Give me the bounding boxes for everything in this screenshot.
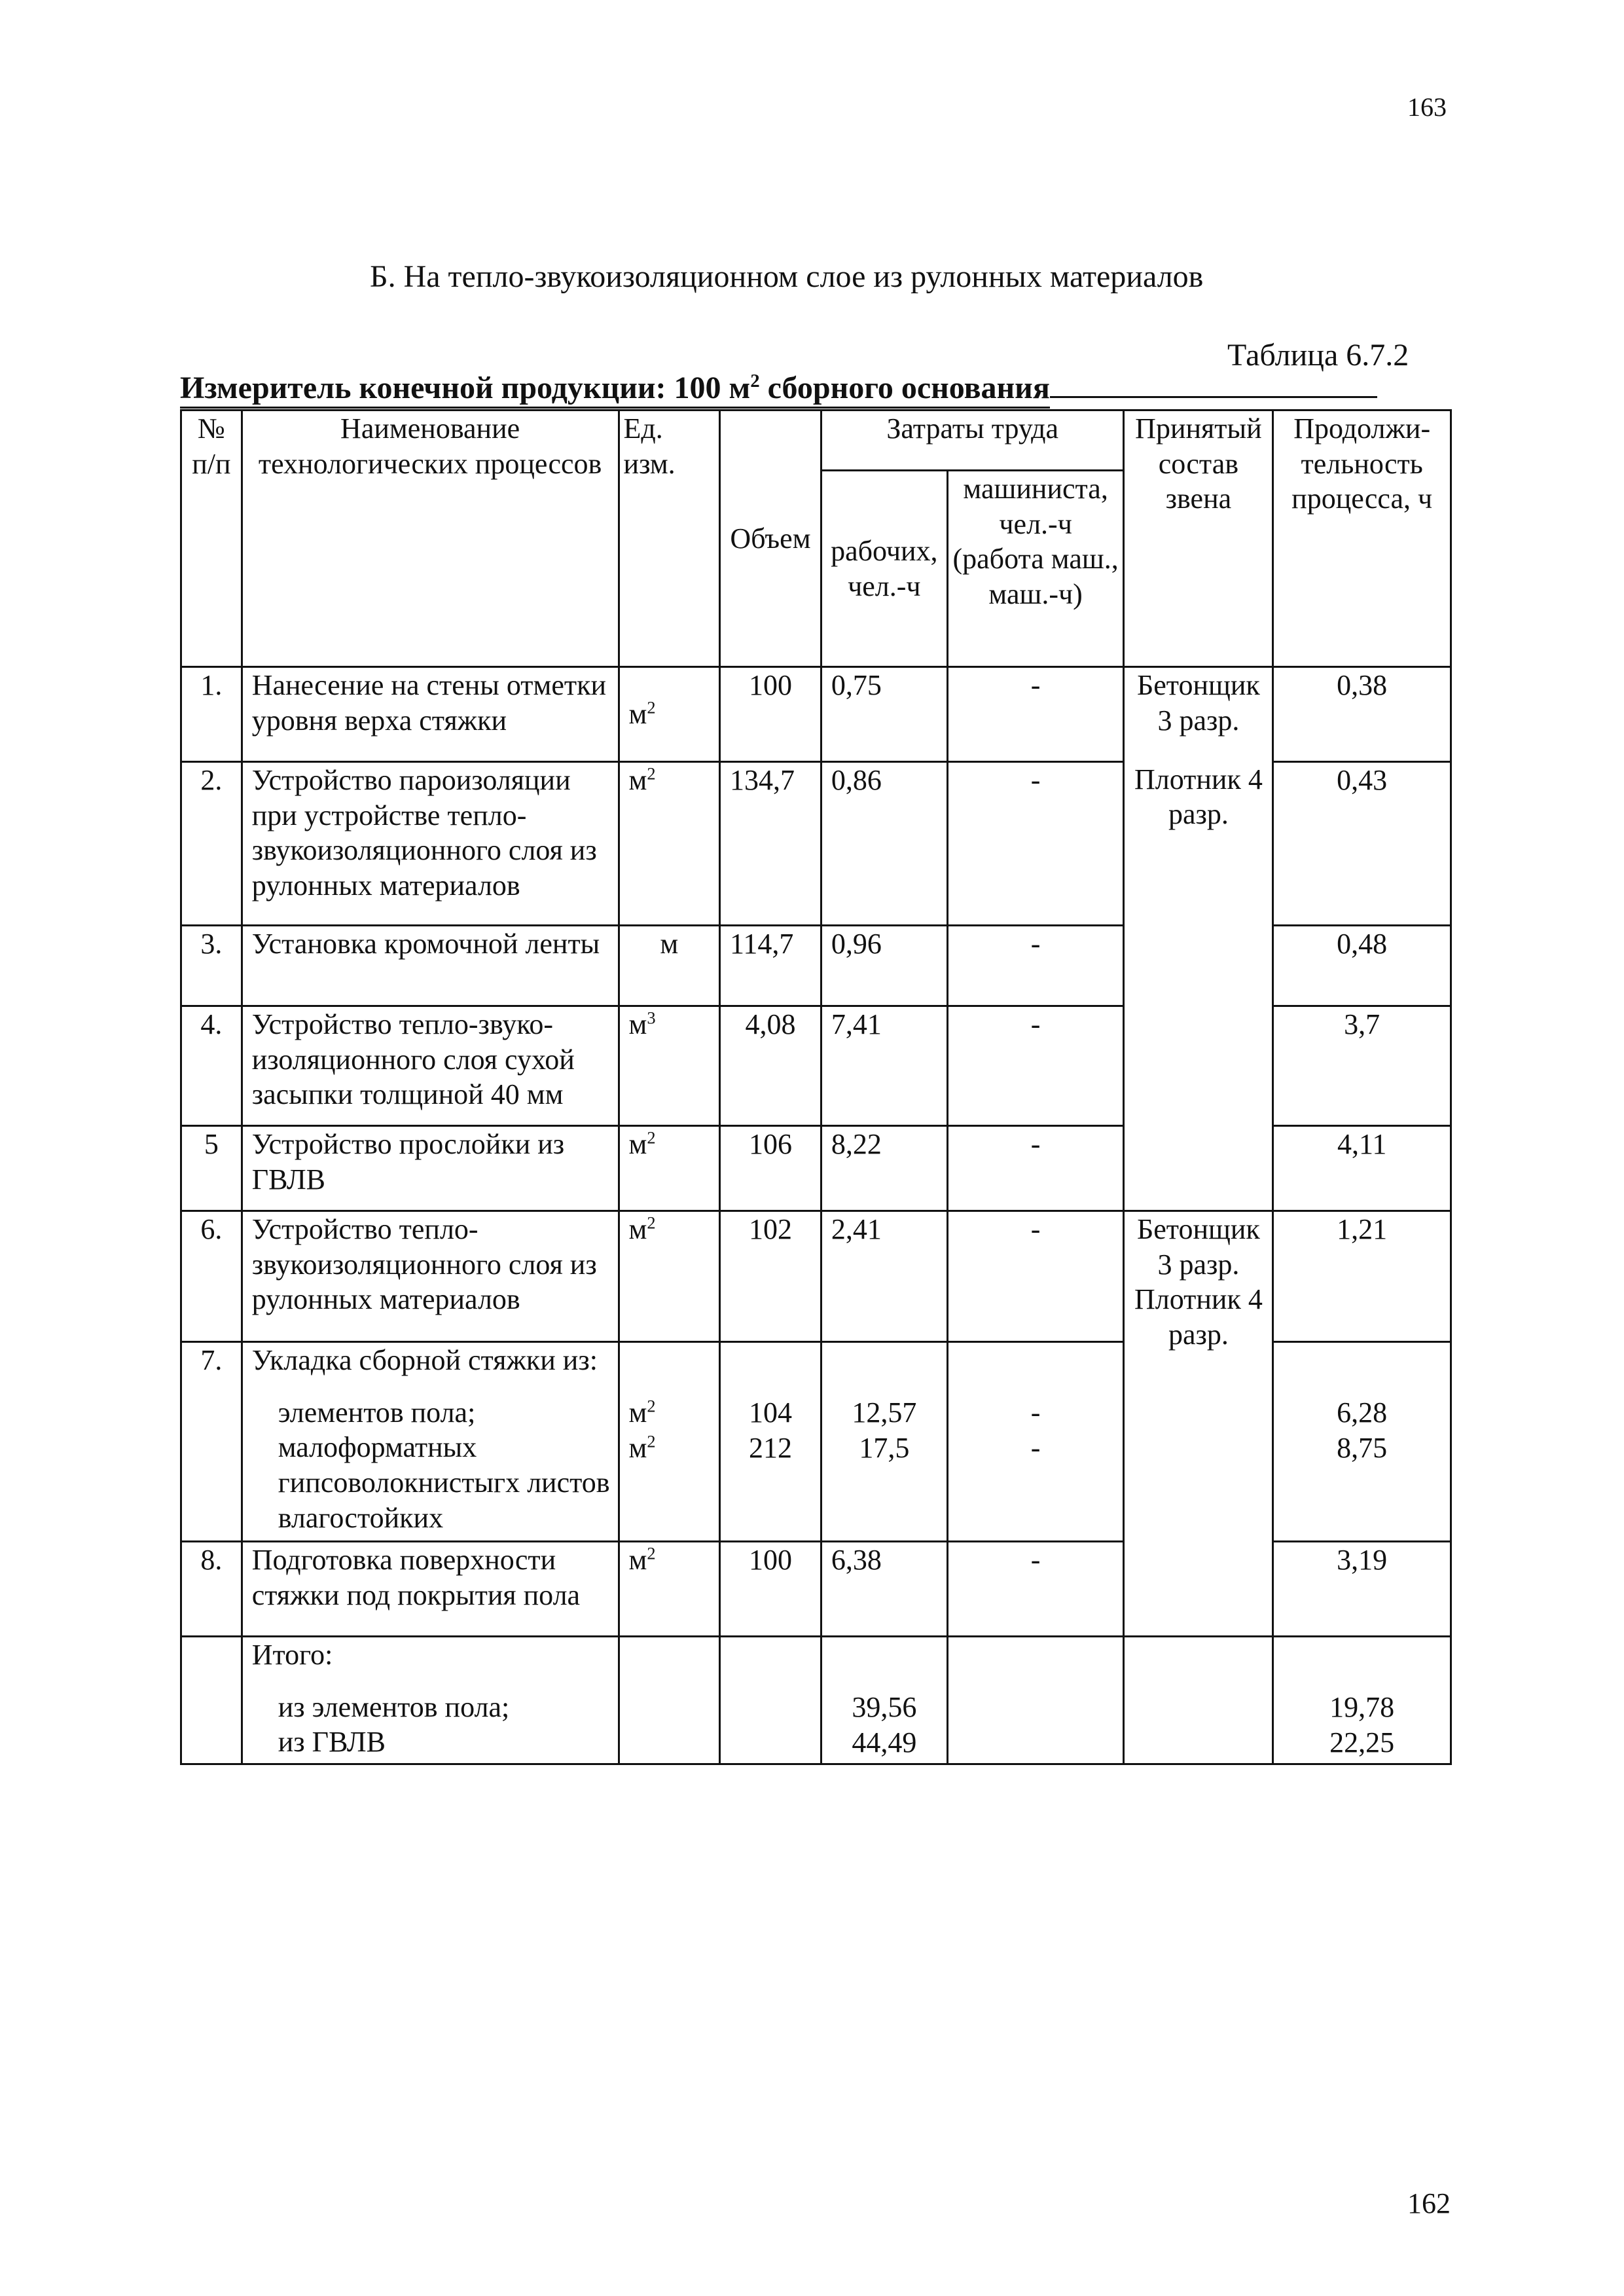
row-machinist: - — [947, 1006, 1124, 1126]
measure-line — [180, 370, 1377, 406]
row-num: 5 — [181, 1126, 242, 1211]
measure-prefix: Измеритель конечной продукции: 100 м — [180, 371, 751, 405]
row-machinist: - — [947, 1542, 1124, 1637]
row-machinist: - — [947, 667, 1124, 762]
total-duration: 19,78 22,25 — [1273, 1637, 1451, 1764]
row-machinist: - — [947, 1211, 1124, 1342]
page-number-top: 163 — [1407, 92, 1447, 122]
row-duration: 3,19 — [1273, 1542, 1451, 1637]
row-volume: 114,7 — [720, 926, 821, 1006]
row-volume: 102 — [720, 1211, 821, 1342]
row-crew: Плотник 4 разр. — [1124, 762, 1273, 1211]
row-volume: 100 — [720, 667, 821, 762]
row-name: Устройство тепло-звукоизоляционного слоя из рулонных материалов — [242, 1211, 619, 1342]
row-workers: 7,41 — [821, 1006, 947, 1126]
row-num: 2. — [181, 762, 242, 926]
row-duration: 3,7 — [1273, 1006, 1451, 1126]
row-duration: 1,21 — [1273, 1211, 1451, 1342]
section-title: Б. На тепло-звукоизоляционном слое из рулонных материалов — [370, 259, 1204, 294]
row-name: Установка кромочной ленты — [242, 926, 619, 1006]
table-row — [181, 762, 1451, 926]
row-volume: 106 — [720, 1126, 821, 1211]
row-unit: $м^2$ $м^2$ — [619, 1342, 720, 1542]
row-unit: м — [619, 926, 720, 1006]
total-row — [181, 1637, 1451, 1764]
row-name: Подготовка поверхности стяжки под покрытия пола — [242, 1542, 619, 1637]
row-duration: 4,11 — [1273, 1126, 1451, 1211]
row-num: 7. — [181, 1342, 242, 1542]
table-label: Таблица 6.7.2 — [1227, 338, 1409, 373]
row-num: 4. — [181, 1006, 242, 1126]
row-unit: $м^2$ — [619, 667, 720, 762]
row-machinist: - — [947, 926, 1124, 1006]
row-crew: Бетонщик 3 разр. Плотник 4 разр. — [1124, 1211, 1273, 1637]
row7-title: Укладка сборной стяжки из: — [251, 1344, 598, 1376]
row-unit: $м^3$ — [619, 1006, 720, 1126]
total-workers: 39,56 44,49 — [821, 1637, 947, 1764]
row-unit: $м^2$ — [619, 762, 720, 926]
header-crew: Принятый состав звена — [1124, 410, 1273, 667]
table-row — [181, 1211, 1451, 1342]
work-table — [180, 409, 1452, 1765]
row-workers: 6,38 — [821, 1542, 947, 1637]
row-unit: $м^2$ — [619, 1542, 720, 1637]
row-workers: 0,86 — [821, 762, 947, 926]
row-num: 8. — [181, 1542, 242, 1637]
row-name — [242, 1342, 619, 1542]
row-workers: 8,22 — [821, 1126, 947, 1211]
row-volume: 134,7 — [720, 762, 821, 926]
row-duration: 6,28 8,75 — [1273, 1342, 1451, 1542]
total-title: Итого: — [251, 1639, 333, 1671]
row7-sub2: малоформатных гипсоволокнистыгх листов влагостойких — [278, 1431, 610, 1534]
row-name: Устройство пароизоляции при устройстве тепло-звукоизоляционного слоя из рулонных материалов — [242, 762, 619, 926]
header-duration: Продолжи-тельность процесса, ч — [1273, 410, 1451, 667]
row-name: Устройство прослойки из ГВЛВ — [242, 1126, 619, 1211]
total-name — [242, 1637, 619, 1764]
row-volume: 104 212 — [720, 1342, 821, 1542]
row-machinist: - - — [947, 1342, 1124, 1542]
row-unit: $м^2$ — [619, 1126, 720, 1211]
total-sub1: из элементов пола; — [278, 1690, 510, 1723]
header-volume: Объем — [720, 410, 821, 667]
row-workers: 12,57 17,5 — [821, 1342, 947, 1542]
row-name: Нанесение на стены отметки уровня верха стяжки — [242, 667, 619, 762]
row-duration: 0,48 — [1273, 926, 1451, 1006]
measure-suffix: сборного основания — [759, 371, 1050, 405]
row-workers: 2,41 — [821, 1211, 947, 1342]
row-num: 3. — [181, 926, 242, 1006]
row7-sub1: элементов пола; — [278, 1396, 476, 1429]
table-row — [181, 667, 1451, 762]
row-duration: 0,43 — [1273, 762, 1451, 926]
row-workers: 0,75 — [821, 667, 947, 762]
header-machinist: машиниста, чел.-ч (работа маш., маш.-ч) — [947, 471, 1124, 667]
header-labor: Затраты труда — [821, 410, 1124, 471]
header-unit: Ед. изм. — [619, 410, 720, 667]
row-workers: 0,96 — [821, 926, 947, 1006]
row-volume: 4,08 — [720, 1006, 821, 1126]
row-volume: 100 — [720, 1542, 821, 1637]
header-name: Наименование технологических процессов — [242, 410, 619, 667]
page-number-bottom: 162 — [1407, 2187, 1451, 2219]
measure-sup: 2 — [750, 371, 760, 392]
row-unit: $м^2$ — [619, 1211, 720, 1342]
row-name: Устройство тепло-звуко-изоляционного слоя сухой засыпки толщиной 40 мм — [242, 1006, 619, 1126]
row-duration: 0,38 — [1273, 667, 1451, 762]
row-crew: Бетонщик 3 разр. — [1124, 667, 1273, 762]
header-workers: рабочих, чел.-ч — [821, 471, 947, 667]
row-num: 1. — [181, 667, 242, 762]
row-machinist: - — [947, 1126, 1124, 1211]
row-machinist: - — [947, 762, 1124, 926]
header-num: № п/п — [181, 410, 242, 667]
row-num: 6. — [181, 1211, 242, 1342]
total-sub2: из ГВЛВ — [278, 1726, 386, 1758]
